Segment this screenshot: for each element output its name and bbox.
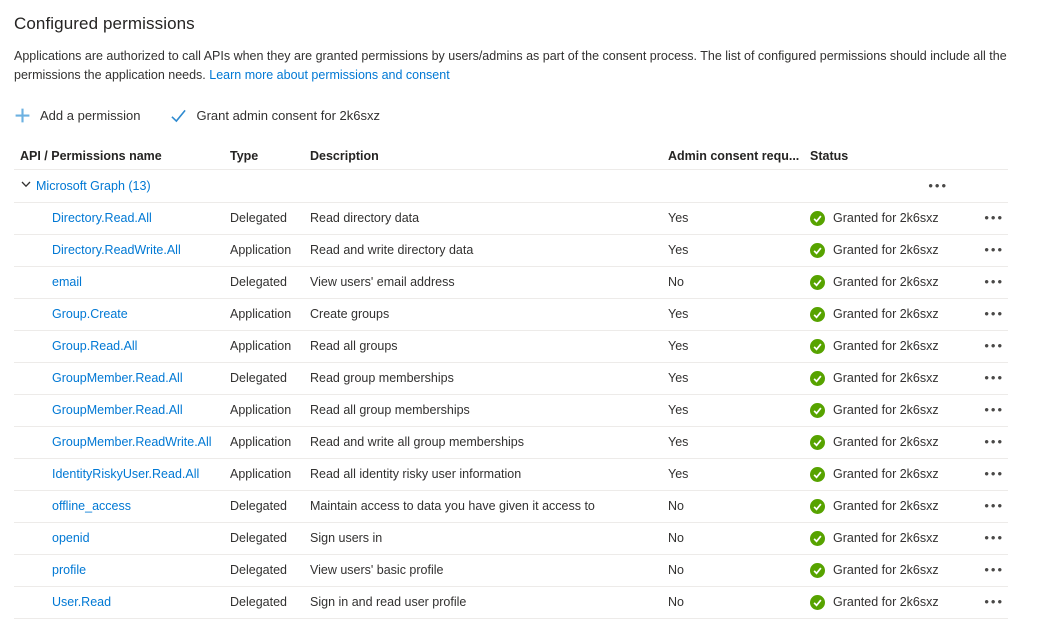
cell-permission-name [14, 307, 230, 321]
group-more-options-button[interactable]: ••• [928, 177, 948, 193]
cell-permission-name [14, 467, 230, 481]
cell-description: Sign users in [310, 531, 383, 546]
cell-permission-name [14, 499, 230, 513]
plus-icon [14, 107, 31, 124]
cell-status [810, 467, 970, 482]
table-row [14, 459, 1008, 491]
permission-name-link[interactable]: Group.Read.All [52, 339, 138, 354]
cell-admin-consent: Yes [668, 307, 689, 322]
column-header-type[interactable]: Type [230, 148, 259, 163]
permission-name-link[interactable]: openid [52, 531, 90, 546]
row-more-options-button[interactable]: ••• [984, 274, 1004, 290]
permission-name-link[interactable]: IdentityRiskyUser.Read.All [52, 467, 200, 482]
page-title: Configured permissions [14, 14, 195, 33]
cell-admin-consent: Yes [668, 211, 689, 226]
granted-check-icon [810, 211, 825, 226]
cell-menu [970, 243, 1008, 257]
cell-type: Application [230, 467, 292, 482]
cell-status [810, 275, 970, 290]
table-row [14, 555, 1008, 587]
cell-admin-consent: No [668, 275, 684, 290]
cell-menu [970, 371, 1008, 385]
cell-description: Read and write directory data [310, 243, 474, 258]
cell-permission-name [14, 531, 230, 545]
cell-description: Read group memberships [310, 371, 454, 386]
cell-menu [970, 275, 1008, 289]
table-row [14, 235, 1008, 267]
chevron-down-icon [20, 178, 32, 193]
cell-description: Read all groups [310, 339, 398, 354]
table-row [14, 427, 1008, 459]
cell-type: Delegated [230, 531, 287, 546]
cell-description: Read and write all group memberships [310, 435, 524, 450]
cell-admin-consent: No [668, 531, 684, 546]
table-header-row [14, 143, 1008, 170]
cell-description: Sign in and read user profile [310, 595, 467, 610]
row-more-options-button[interactable]: ••• [984, 370, 1004, 386]
cell-admin-consent: No [668, 563, 684, 578]
cell-status [810, 371, 970, 386]
cell-permission-name [14, 275, 230, 289]
row-more-options-button[interactable]: ••• [984, 306, 1004, 322]
status-text: Granted for 2k6sxz [833, 307, 939, 322]
cell-description: View users' email address [310, 275, 455, 290]
granted-check-icon [810, 595, 825, 610]
cell-type: Application [230, 435, 292, 450]
add-permission-label: Add a permission [40, 108, 141, 124]
status-text: Granted for 2k6sxz [833, 211, 939, 226]
status-text: Granted for 2k6sxz [833, 467, 939, 482]
permission-name-link[interactable]: Group.Create [52, 307, 128, 322]
status-text: Granted for 2k6sxz [833, 563, 939, 578]
granted-check-icon [810, 307, 825, 322]
description-body: Applications are authorized to call APIs when they are granted permissions by users/admins as part of the consent process. The list of configured permissions should include all the permissions the application needs. [14, 49, 1007, 83]
granted-check-icon [810, 499, 825, 514]
granted-check-icon [810, 467, 825, 482]
row-more-options-button[interactable]: ••• [984, 210, 1004, 226]
cell-description: View users' basic profile [310, 563, 444, 578]
status-text: Granted for 2k6sxz [833, 371, 939, 386]
granted-check-icon [810, 243, 825, 258]
cell-description: Read directory data [310, 211, 420, 226]
permission-name-link[interactable]: Directory.ReadWrite.All [52, 243, 181, 258]
permission-name-link[interactable]: email [52, 275, 82, 290]
cell-menu [970, 563, 1008, 577]
cell-permission-name [14, 371, 230, 385]
table-row [14, 491, 1008, 523]
cell-permission-name [14, 211, 230, 225]
table-row [14, 523, 1008, 555]
table-row [14, 395, 1008, 427]
cell-status [810, 435, 970, 450]
cell-menu [970, 403, 1008, 417]
column-header-admin-consent[interactable]: Admin consent requ... [668, 148, 800, 163]
granted-check-icon [810, 403, 825, 418]
cell-status [810, 307, 970, 322]
granted-check-icon [810, 339, 825, 354]
row-more-options-button[interactable]: ••• [984, 242, 1004, 258]
cell-type: Application [230, 339, 292, 354]
cell-menu [970, 595, 1008, 609]
cell-permission-name [14, 243, 230, 257]
cell-description: Create groups [310, 307, 390, 322]
cell-menu [970, 211, 1008, 225]
command-bar [14, 103, 1022, 129]
cell-admin-consent: Yes [668, 403, 689, 418]
grant-admin-consent-button[interactable] [170, 107, 380, 124]
cell-status [810, 339, 970, 354]
cell-description: Read all identity risky user information [310, 467, 522, 482]
permission-name-link[interactable]: GroupMember.Read.All [52, 371, 183, 386]
api-group-link[interactable]: Microsoft Graph (13) [36, 178, 151, 193]
row-more-options-button[interactable]: ••• [984, 402, 1004, 418]
granted-check-icon [810, 563, 825, 578]
status-text: Granted for 2k6sxz [833, 531, 939, 546]
check-icon [170, 107, 187, 124]
status-text: Granted for 2k6sxz [833, 499, 939, 514]
cell-type: Application [230, 307, 292, 322]
cell-admin-consent: Yes [668, 435, 689, 450]
cell-type: Application [230, 243, 292, 258]
column-header-description[interactable]: Description [310, 148, 379, 163]
cell-type: Delegated [230, 499, 287, 514]
permissions-table [14, 143, 1008, 619]
table-row [14, 267, 1008, 299]
granted-check-icon [810, 531, 825, 546]
grant-admin-consent-label: Grant admin consent for 2k6sxz [196, 108, 380, 124]
cell-menu [970, 499, 1008, 513]
column-header-status[interactable]: Status [810, 148, 849, 163]
cell-type: Delegated [230, 275, 287, 290]
granted-check-icon [810, 435, 825, 450]
cell-menu [970, 307, 1008, 321]
row-more-options-button[interactable]: ••• [984, 594, 1004, 610]
cell-status [810, 403, 970, 418]
cell-permission-name [14, 563, 230, 577]
permission-name-link[interactable]: offline_access [52, 499, 131, 514]
cell-type: Delegated [230, 595, 287, 610]
status-text: Granted for 2k6sxz [833, 339, 939, 354]
row-more-options-button[interactable]: ••• [984, 498, 1004, 514]
cell-menu [970, 339, 1008, 353]
cell-status [810, 499, 970, 514]
table-row [14, 363, 1008, 395]
add-permission-button[interactable] [14, 107, 140, 124]
api-group-row [14, 170, 1008, 203]
column-header-api-permissions-name[interactable]: API / Permissions name [20, 148, 162, 163]
cell-admin-consent: Yes [668, 467, 689, 482]
permission-name-link[interactable]: GroupMember.ReadWrite.All [52, 435, 212, 450]
cell-admin-consent: Yes [668, 371, 689, 386]
permission-name-link[interactable]: User.Read [52, 595, 112, 610]
cell-permission-name [14, 339, 230, 353]
cell-type: Delegated [230, 563, 287, 578]
table-row [14, 331, 1008, 363]
cell-type: Delegated [230, 371, 287, 386]
cell-admin-consent: No [668, 595, 684, 610]
table-row [14, 203, 1008, 235]
cell-permission-name [14, 435, 230, 449]
cell-permission-name [14, 595, 230, 609]
description-text [14, 47, 1016, 86]
granted-check-icon [810, 275, 825, 290]
cell-admin-consent: No [668, 499, 684, 514]
granted-check-icon [810, 371, 825, 386]
cell-description: Read all group memberships [310, 403, 470, 418]
learn-more-link[interactable]: Learn more about permissions and consent [209, 68, 450, 83]
cell-admin-consent: Yes [668, 339, 689, 354]
cell-status [810, 563, 970, 578]
cell-menu [970, 531, 1008, 545]
table-row [14, 587, 1008, 619]
cell-status [810, 211, 970, 226]
collapse-group-button[interactable] [20, 178, 36, 193]
row-more-options-button[interactable]: ••• [984, 530, 1004, 546]
cell-admin-consent: Yes [668, 243, 689, 258]
cell-menu [970, 435, 1008, 449]
table-row [14, 299, 1008, 331]
cell-type: Application [230, 403, 292, 418]
row-more-options-button[interactable]: ••• [984, 338, 1004, 354]
status-text: Granted for 2k6sxz [833, 275, 939, 290]
status-text: Granted for 2k6sxz [833, 243, 939, 258]
status-text: Granted for 2k6sxz [833, 595, 939, 610]
cell-permission-name [14, 403, 230, 417]
cell-status [810, 595, 970, 610]
permission-name-link[interactable]: profile [52, 563, 87, 578]
row-more-options-button[interactable]: ••• [984, 562, 1004, 578]
cell-status [810, 531, 970, 546]
api-group-cell [14, 178, 914, 193]
table-body [14, 203, 1008, 619]
group-menu-cell [914, 179, 952, 193]
cell-description: Maintain access to data you have given it access to [310, 499, 595, 514]
status-text: Granted for 2k6sxz [833, 435, 939, 450]
row-more-options-button[interactable]: ••• [984, 434, 1004, 450]
cell-menu [970, 467, 1008, 481]
row-more-options-button[interactable]: ••• [984, 466, 1004, 482]
status-text: Granted for 2k6sxz [833, 403, 939, 418]
permission-name-link[interactable]: Directory.Read.All [52, 211, 152, 226]
permission-name-link[interactable]: GroupMember.Read.All [52, 403, 183, 418]
cell-type: Delegated [230, 211, 287, 226]
cell-status [810, 243, 970, 258]
